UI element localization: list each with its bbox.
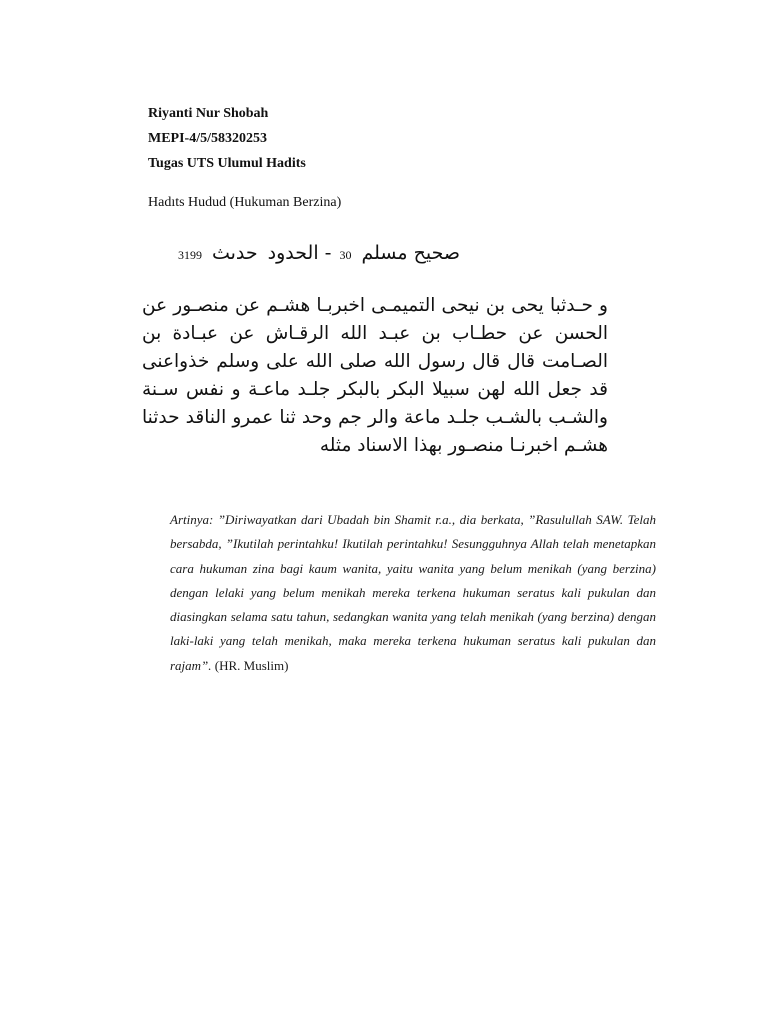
hadith-source (148, 236, 460, 270)
assignment-title: Tugas UTS Ulumul Hadits (148, 156, 306, 171)
translation-text: Artinya: ”Diriwayatkan dari Ubadah bin Shamit r.a., dia berkata, ”Rasulullah SAW. Telah bersabda, ”Ikutilah perintahku! Ikutilah perintahku! Sesungguhnya Allah telah menetapkan cara hukuman zina bagi kaum wanita, yaitu wanita yang belum menikah (yang berzina) dengan lelaki yang belum menikah mereka terkena hukuman seratus kali pukulan dan diasingkan selama satu tahun, sedangkan wanita yang telah menikah (yang berzina) dengan laki-laki yang telah menikah, maka mereka terkena hukuman seratus kali pukulan dan rajam”. (170, 512, 656, 673)
hadith-topic: Hadıts Hudud (Hukuman Berzina) (148, 195, 342, 210)
source-chapter-number: 30 (339, 248, 352, 262)
hadith-translation (170, 508, 656, 678)
author-name: Riyanti Nur Shobah (148, 106, 269, 121)
source-hadith-word: حدىث (211, 242, 258, 264)
source-chapter: - الحدود (267, 242, 332, 264)
student-id: MEPI-4/5/58320253 (148, 131, 267, 146)
document-header (148, 101, 306, 176)
hadith-arabic-text: و حـدثبا يحى بن نيحى التميمـى اخبربـا هشـم عن منصـور عن الحسن عن حطـاب بن عبـد الله الرقـاش عن عبـادة بن الصـامت قال قال رسول الله صلى الله على وسلم خذواعنى قد جعل الله لهن سبيلا البكر بالبكر جلـد ماعـة و نفس سـنة والشـب بالشـب جلـد ماعة والر جم وحد ثنا عمرو الناقد حدثنا هشـم اخبرنـا منصـور بهذا الاسناد مثله (142, 295, 608, 456)
translation-citation: (HR. Muslim) (214, 657, 289, 673)
source-collection: صحيح مسلم (361, 242, 460, 264)
source-hadith-number: 3199 (177, 248, 202, 262)
